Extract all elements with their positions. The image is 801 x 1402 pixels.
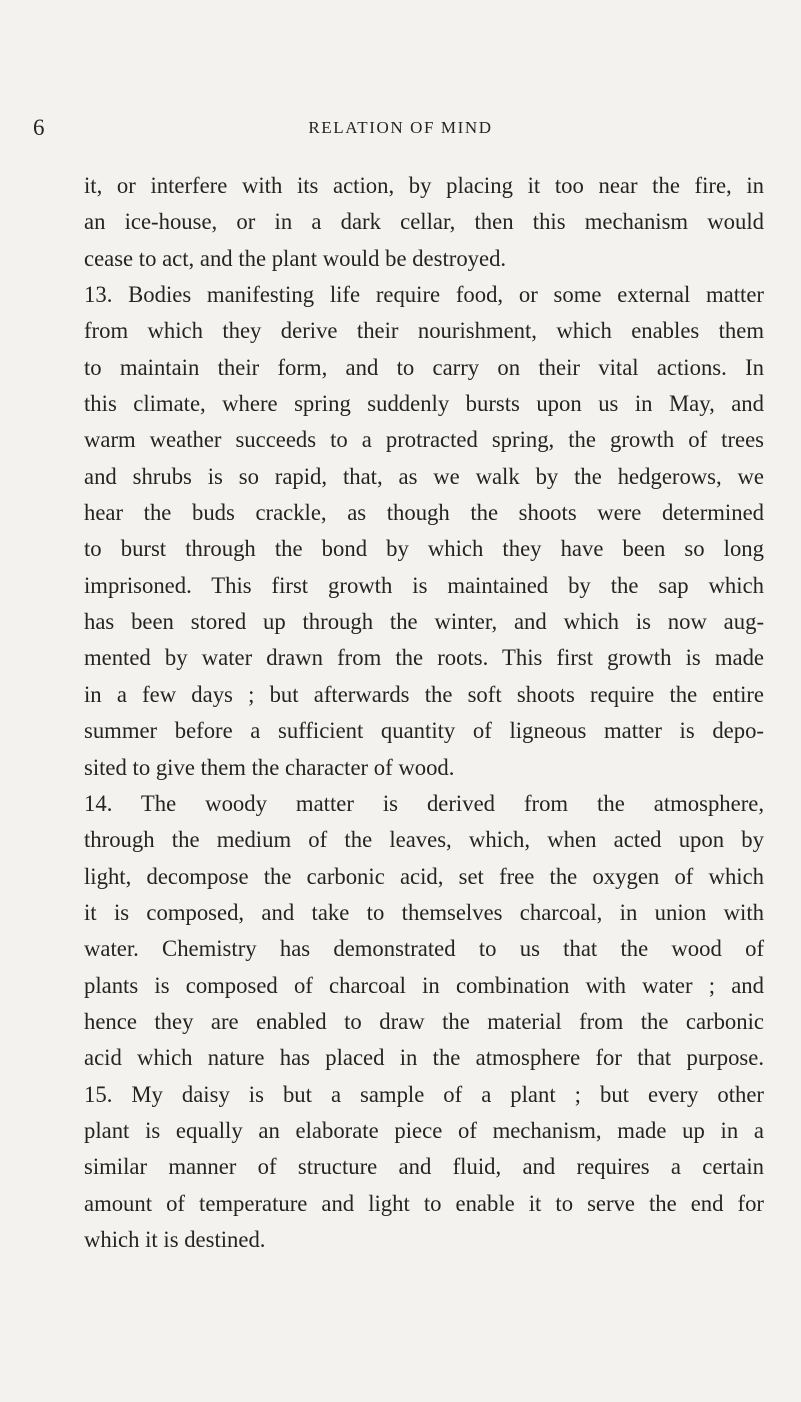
text-line: 15. My daisy is but a sample of a plant ; but every other — [84, 1081, 764, 1107]
text-line: in a few days ; but afterwards the soft shoots require the entire — [84, 681, 764, 707]
text-line: mented by water drawn from the roots. This first growth is made — [84, 645, 764, 671]
text-line: amount of temperature and light to enable it to serve the end for — [84, 1190, 764, 1216]
text-line: it is composed, and take to themselves charcoal, in union with — [84, 899, 764, 925]
text-line: and shrubs is so rapid, that, as we walk by the hedgerows, we — [84, 463, 764, 489]
text-line: light, decompose the carbonic acid, set free the oxygen of which — [84, 863, 764, 889]
text-line: water. Chemistry has demonstrated to us that the wood of — [84, 936, 764, 962]
text-line: summer before a sufficient quantity of ligneous matter is depo- — [84, 718, 764, 744]
page-number: 6 — [33, 115, 45, 140]
text-line: imprisoned. This first growth is maintained by the sap which — [84, 572, 764, 598]
text-line: to burst through the bond by which they have been so long — [84, 536, 764, 562]
text-line: which it is destined. — [84, 1226, 266, 1252]
text-line: plant is equally an elaborate piece of mechanism, made up in a — [84, 1117, 764, 1143]
body-text — [84, 168, 764, 1258]
text-line: from which they derive their nourishment, which enables them — [84, 318, 764, 344]
text-line: hence they are enabled to draw the material from the carbonic — [84, 1008, 764, 1034]
running-head: RELATION OF MIND — [308, 118, 493, 137]
text-line: it, or interfere with its action, by placing it too near the fire, in — [84, 173, 764, 198]
text-line: plants is composed of charcoal in combination with water ; and — [84, 972, 764, 998]
text-line: warm weather succeeds to a protracted spring, the growth of trees — [84, 427, 764, 453]
text-line: this climate, where spring suddenly bursts upon us in May, and — [84, 391, 764, 417]
text-line: has been stored up through the winter, and which is now aug- — [84, 609, 764, 635]
text-line: to maintain their form, and to carry on their vital actions. In — [84, 354, 764, 380]
text-line: 13. Bodies manifesting life require food, or some external matter — [84, 282, 764, 308]
text-line: an ice-house, or in a dark cellar, then this mechanism would — [84, 209, 764, 235]
text-line: acid which nature has placed in the atmosphere for that purpose. — [84, 1045, 764, 1071]
text-line: sited to give them the character of wood. — [84, 754, 455, 780]
text-line: similar manner of structure and fluid, and requires a certain — [84, 1154, 764, 1180]
text-line: hear the buds crackle, as though the shoots were determined — [84, 500, 764, 526]
text-line: 14. The woody matter is derived from the atmosphere, — [84, 790, 764, 816]
text-line: cease to act, and the plant would be destroyed. — [84, 245, 507, 271]
text-line: through the medium of the leaves, which, when acted upon by — [84, 827, 764, 853]
